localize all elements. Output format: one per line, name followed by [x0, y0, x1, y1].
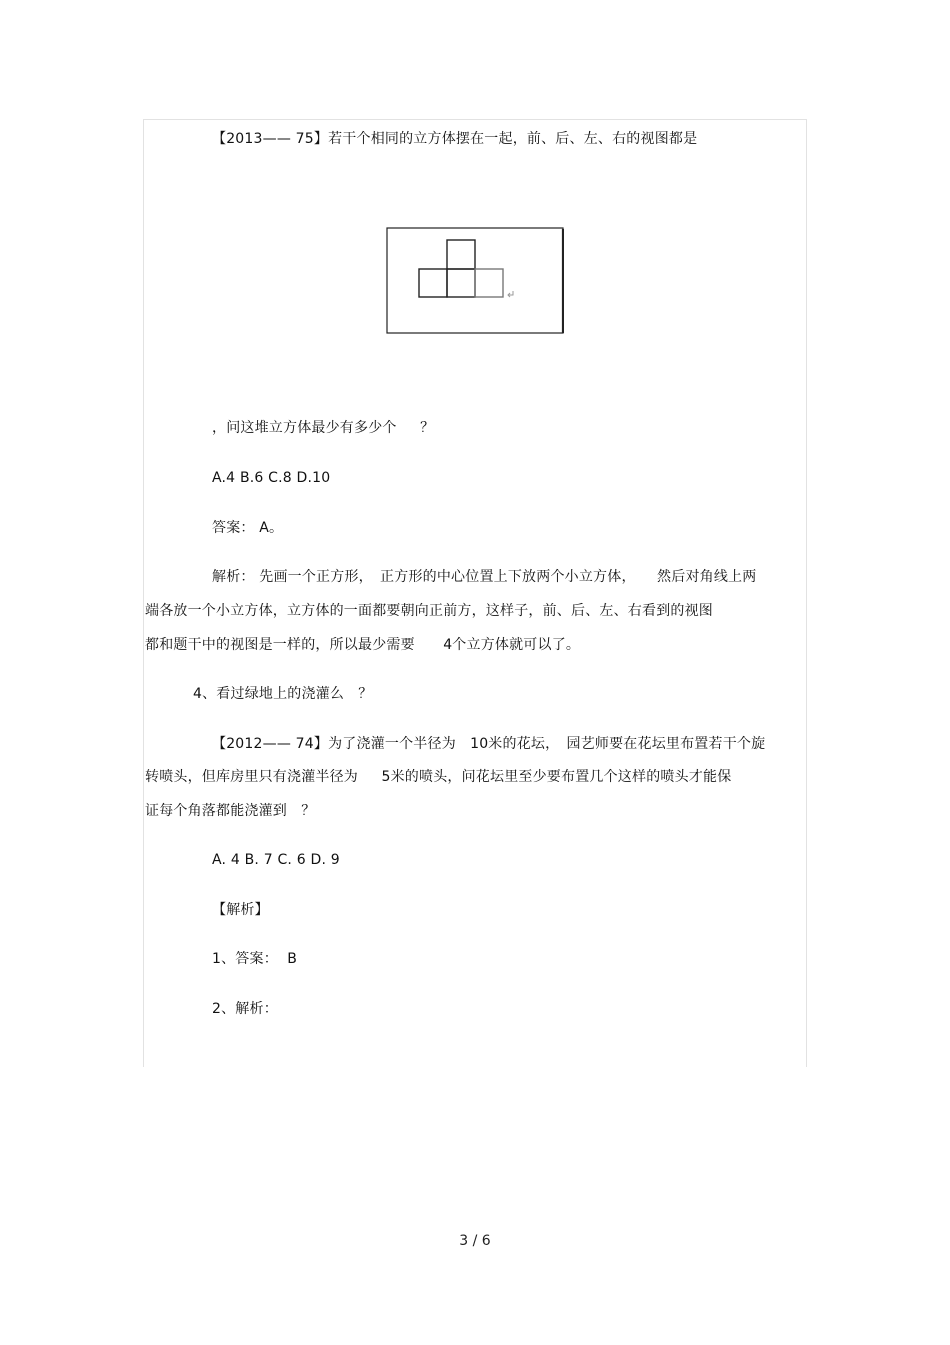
- question-2-line-3: 证每个角落都能浇灌到 ？: [145, 803, 316, 819]
- question-2-options: A. 4 B. 7 C. 6 D. 9: [212, 852, 340, 868]
- page-number: 3 / 6: [459, 1233, 491, 1249]
- question-1-explanation-line-2: 端各放一个小立方体，立方体的一面都要朝向正前方，这样子，前、后、左、右看到的视图: [145, 603, 713, 619]
- question-2-title: 【2012—— 74】为了浇灌一个半径为 10米的花坛， 园艺师要在花坛里布置若干个旋: [212, 736, 766, 752]
- question-1-explanation-line-1: 解析： 先画一个正方形， 正方形的中心位置上下放两个小立方体， 然后对角线上两: [212, 569, 757, 585]
- question-2-explanation: 2、解析：: [212, 1001, 278, 1017]
- question-1-options: A.4 B.6 C.8 D.10: [212, 470, 331, 486]
- cube-view-diagram: [386, 227, 564, 334]
- question-1-prompt: ，问这堆立方体最少有多少个 ？: [212, 420, 435, 436]
- question-1-title: 【2013—— 75】若干个相同的立方体摆在一起，前、后、左、右的视图都是: [212, 131, 698, 147]
- section-heading: 4、看过绿地上的浇灌么 ？: [193, 686, 373, 702]
- question-1-answer: 答案： A。: [212, 520, 284, 536]
- question-2-analysis-header: 【解析】: [212, 902, 269, 918]
- question-2-line-2: 转喷头，但库房里只有浇灌半径为 5米的喷头，问花坛里至少要布置几个这样的喷头才能保: [145, 769, 732, 785]
- question-1-explanation-line-3: 都和题干中的视图是一样的，所以最少需要 4个立方体就可以了。: [145, 637, 581, 653]
- question-2-answer: 1、答案： B: [212, 951, 298, 967]
